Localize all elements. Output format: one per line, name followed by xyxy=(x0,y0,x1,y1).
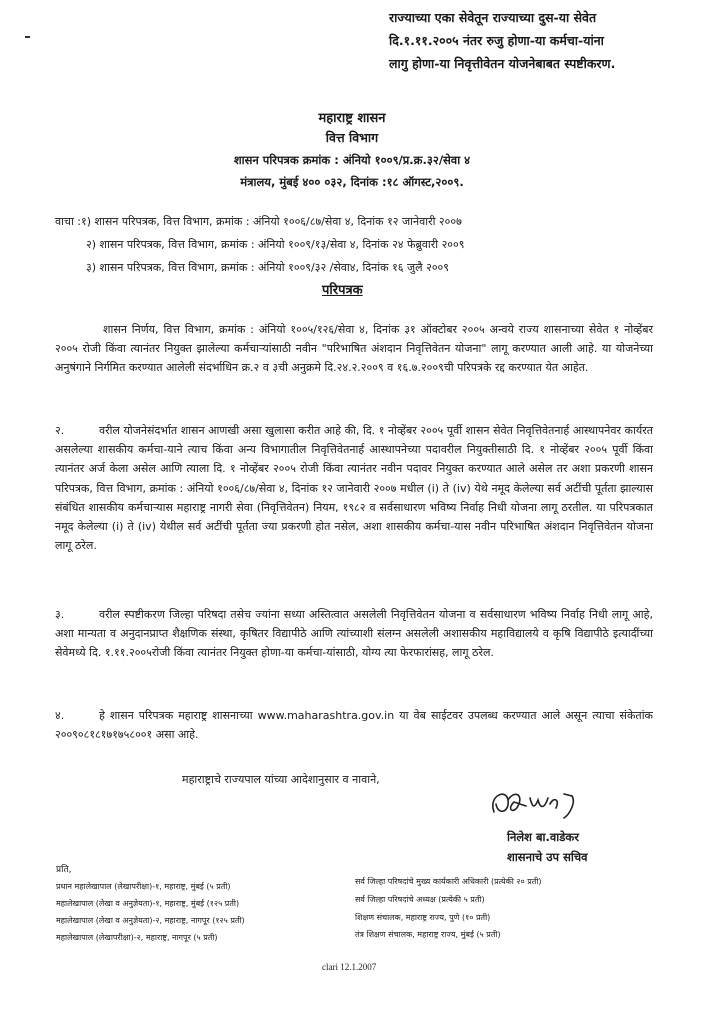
paragraph-1 xyxy=(55,320,653,378)
subject-line-1: राज्याच्या एका सेवेतून राज्याच्या दुस-या सेवेत xyxy=(389,10,597,25)
paragraph-3-number: ३. xyxy=(55,608,65,621)
paragraph-4-number: ४. xyxy=(55,709,65,722)
copy-heading: प्रति, xyxy=(56,865,72,875)
copy-left-4: महालेखापाल (लेखापरीक्षा)-२, महाराष्ट्र, नागपूर (५ प्रती) xyxy=(56,933,218,942)
copy-right-4: तंत्र शिक्षण संचालक, महाराष्ट्र राज्य, मुंबई (५ प्रती) xyxy=(355,930,501,939)
paragraph-4 xyxy=(55,706,653,744)
place-date: मंत्रालय, मुंबई ४०० ०३२, दिनांक :१८ ऑगस्ट,२००९. xyxy=(240,175,464,189)
margin-mark xyxy=(25,36,30,38)
copy-left-3: महालेखापाल (लेखा व अनुज्ञेयता)-२, महाराष्ट्र, नागपूर (१२५ प्रती) xyxy=(56,916,245,925)
paragraph-3 xyxy=(55,605,653,663)
reference-3: ३) शासन परिपत्रक, वित्त विभाग, क्रमांक : अंनियो १००९/३२ /सेवा४, दिनांक १६ जुलै २००९ xyxy=(86,261,449,274)
copy-right-1: सर्व जिल्हा परिषदांचे मुख्य कार्यकारी अधिकारी (प्रत्येकी २० प्रती) xyxy=(355,877,542,886)
circular-number: शासन परिपत्रक क्रमांक : अंनियो १००९/प्र.क्र.३२/सेवा ४ xyxy=(233,153,471,167)
copy-right-3: शिक्षण संचालक, महाराष्ट्र राज्य, पुणे (१० प्रती) xyxy=(355,913,491,922)
footer-code: clari 12.1.2007 xyxy=(322,962,377,972)
paragraph-2-number: २. xyxy=(55,424,65,437)
copy-right-2: सर्व जिल्हा परिषदांचे अध्यक्ष (प्रत्येकी ५ प्रती) xyxy=(355,895,485,904)
paragraph-3-text: वरील स्पष्टीकरण जिल्हा परिषदा तसेच ज्यांना सध्या अस्तित्वात असलेली निवृत्तिवेतन योजना व सर्वसाधारण भविष्य निर्वाह निधी लागू आहे, अशा मान्यता व अनुदानप्राप्त शैक्षणिक संस्था, कृषितर विद्यापीठे आणि त्यांच्याशी संलग्न असलेली अशासकीय महाविद्यालये व कृषि विद्यापीठे इत्यादींच्या सेवेमध्ये दि. १.११.२००५रोजी किंवा त्यानंतर नियुक्त होणा-या कर्मचा-यांसाठी, योग्य त्या फेरफारांसह, लागू ठरेल. xyxy=(55,608,653,660)
paragraph-1-text: शासन निर्णय, वित्त विभाग, क्रमांक : अंनियो १००५/१२६/सेवा ४, दिनांक ३१ ऑक्टोबर २००५ अन्वये राज्य शासनाच्या सेवेत १ नोव्हेंबर २००५ रोजी किंवा त्यानंतर नियुक्त झालेल्या कर्मचाऱ्यांसाठी नवीन "परिभाषित अंशदान निवृत्तिवेतन योजना" लागू करण्यात आली आहे. या योजनेच्या अनुषंगाने निर्गमित करण्यात आलेली संदर्भाधिन क्र.२ व ३ची अनुक्रमे दि.२४.२.२००९ व १६.७.२००९ची परिपत्रके रद्द करण्यात येत आहेत. xyxy=(55,323,653,375)
department-name: वित्त विभाग xyxy=(325,130,379,145)
signatory-name: निलेश बा.वाडेकर xyxy=(507,830,579,844)
paragraph-2-text: वरील योजनेसंदर्भात शासन आणखी असा खुलासा करीत आहे की, दि. १ नोव्हेंबर २००५ पूर्वी शासन सेवेत निवृत्तिवेतनार्ह आस्थापनेवर कार्यरत असलेल्या शासकीय कर्मचा-याने त्याच किंवा अन्य विभागातील निवृत्तिवेतनार्ह आस्थापनेच्या पदावरील नियुक्तीसाठी दि. १ नोव्हेंबर २००५ पूर्वी किंवा त्यानंतर अर्ज केला असेल आणि त्याला दि. १ नोव्हेंबर २००५ रोजी किंवा त्यानंतर नवीन पदावर नियुक्त करण्यात आले असेल तर अशा प्रकरणी शासन परिपत्रक, वित्त विभाग, क्रमांक : अंनियो १००६/८७/सेवा ४, दिनांक १२ जानेवारी २००७ मधील (i) ते (iv) येथे नमूद केलेल्या सर्व अटींची पूर्तता झाल्यास संबंधित शासकीय कर्मचाऱ्यास महाराष्ट्र नागरी सेवा (निवृत्तिवेतन) नियम, १९८२ व सर्वसाधारण भविष्य निर्वाह निधी योजना लागू ठरतील. या परिपत्रकात नमूद केलेल्या (i) ते (iv) येथील सर्व अटींची पूर्तता ज्या प्रकरणी होत नसेल, अशा शासकीय कर्मचा-यास नवीन परिभाषित अंशदान निवृत्तिवेतन योजना लागू ठरेल. xyxy=(55,424,653,553)
signatory-designation: शासनाचे उप सचिव xyxy=(507,850,588,864)
reference-2: २) शासन परिपत्रक, वित्त विभाग, क्रमांक : अंनियो १००९/१३/सेवा ४, दिनांक २४ फेब्रुवारी २००९ xyxy=(86,238,465,251)
copy-left-2: महालेखापाल (लेखा व अनुज्ञेयता)-१, महाराष्ट्र, मुंबई (१२५ प्रती) xyxy=(56,899,240,908)
reference-1: वाचा :१) शासन परिपत्रक, वित्त विभाग, क्रमांक : अंनियो १००६/८७/सेवा ४, दिनांक १२ जानेवारी २००७ xyxy=(55,215,462,228)
order-line: महाराष्ट्राचे राज्यपाल यांच्या आदेशानुसार व नावाने, xyxy=(182,773,380,786)
document-title: परिपत्रक xyxy=(322,283,363,298)
government-name: महाराष्ट्र शासन xyxy=(318,111,386,126)
signature-image xyxy=(484,782,588,826)
subject-line-3: लागु होणा-या निवृत्तीवेतन योजनेबाबत स्पष्टीकरण. xyxy=(389,56,616,71)
paragraph-4-text: हे शासन परिपत्रक महाराष्ट्र शासनाच्या www.maharashtra.gov.in या वेब साईटवर उपलब्ध करण्यात आले असून त्याचा संकेतांक २००९०८१८१७१७५८००१ असा आहे. xyxy=(55,709,653,742)
copy-left-1: प्रधान महालेखापाल (लेखापरीक्षा)-१, महाराष्ट्र, मुंबई (५ प्रती) xyxy=(56,882,231,891)
paragraph-2 xyxy=(55,421,653,555)
subject-line-2: दि.१.११.२००५ नंतर रुजु होणा-या कर्मचा-यांना xyxy=(389,33,604,48)
